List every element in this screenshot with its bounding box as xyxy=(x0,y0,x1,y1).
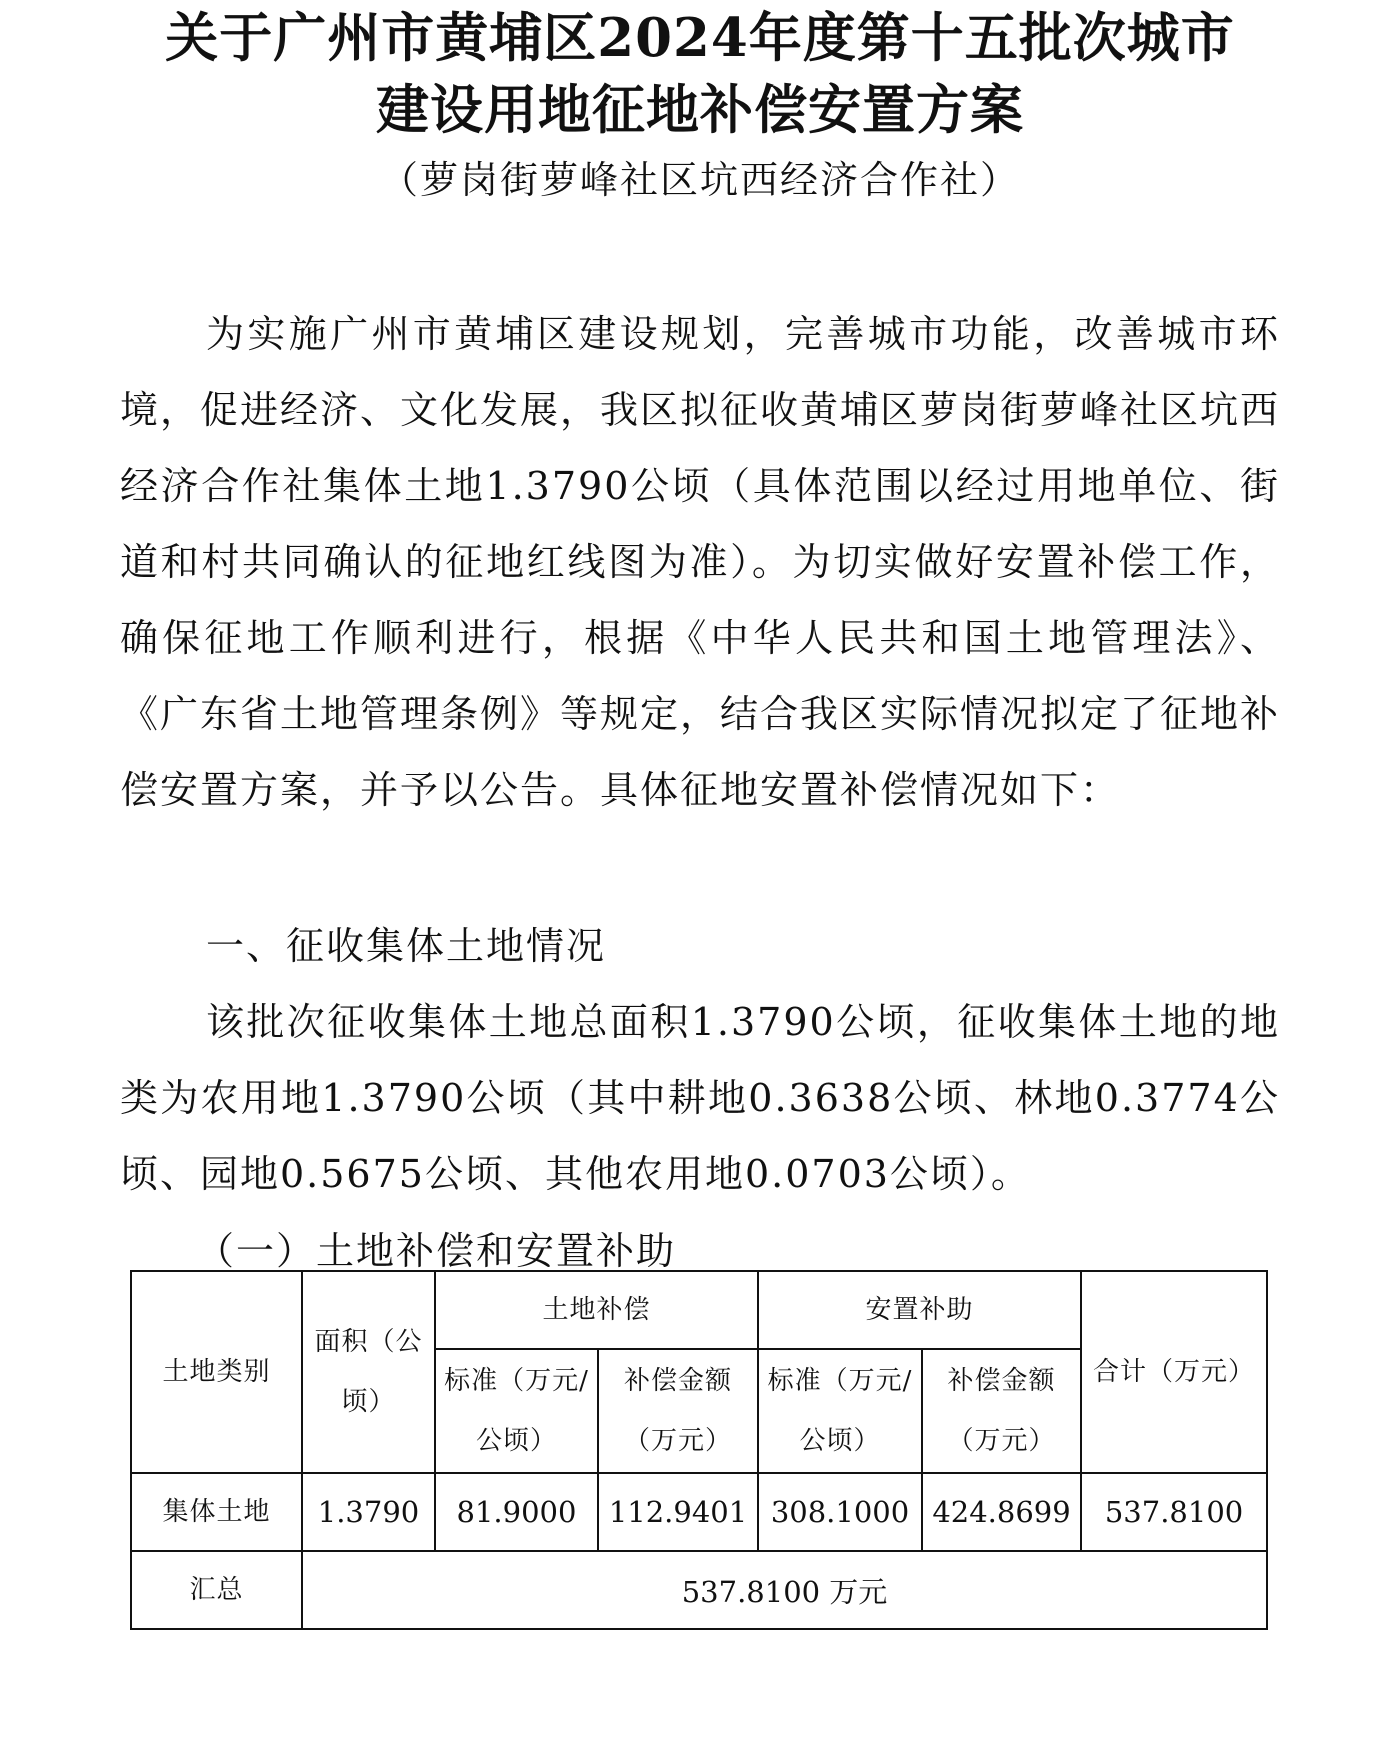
header-resettlement-subsidy: 安置补助 xyxy=(758,1271,1081,1349)
header-land-compensation: 土地补偿 xyxy=(435,1271,758,1349)
header-land-type: 土地类别 xyxy=(131,1271,302,1473)
summary-label: 汇总 xyxy=(131,1551,302,1629)
section-heading-1-1: （一）土地补偿和安置补助 xyxy=(196,1229,677,1273)
header-resettle-amount: 补偿金额（万元） xyxy=(922,1349,1081,1473)
summary-value: 537.8100 万元 xyxy=(302,1551,1267,1629)
header-land-standard: 标准（万元/公顷） xyxy=(435,1349,598,1473)
cell-resettle-amount: 424.8699 xyxy=(922,1473,1081,1551)
header-total: 合计（万元） xyxy=(1081,1271,1267,1473)
header-resettle-standard: 标准（万元/公顷） xyxy=(758,1349,922,1473)
cell-land-type: 集体土地 xyxy=(131,1473,302,1551)
table-summary-row xyxy=(131,1551,1267,1629)
table-header-row xyxy=(131,1271,1267,1349)
cell-resettle-standard: 308.1000 xyxy=(758,1473,922,1551)
document-subtitle: （萝岗街萝峰社区坑西经济合作社） xyxy=(379,158,1020,202)
header-area: 面积（公顷） xyxy=(302,1271,435,1473)
cell-land-standard: 81.9000 xyxy=(435,1473,598,1551)
header-land-amount: 补偿金额（万元） xyxy=(598,1349,758,1473)
section-heading-1: 一、征收集体土地情况 xyxy=(206,924,607,968)
table-row xyxy=(131,1473,1267,1551)
cell-land-amount: 112.9401 xyxy=(598,1473,758,1551)
cell-area: 1.3790 xyxy=(302,1473,435,1551)
document-title-line2: 建设用地征地补偿安置方案 xyxy=(376,79,1024,141)
document-title-line1: 关于广州市黄埔区2024年度第十五批次城市 xyxy=(165,7,1235,69)
compensation-table xyxy=(130,1270,1268,1630)
compensation-table-wrapper xyxy=(130,1270,1266,1630)
paragraph-land-summary: 该批次征收集体土地总面积1.3790公顷，征收集体土地的地类为农用地1.3790公顷（其中耕地0.3638公顷、林地0.3774公顷、园地0.5675公顷、其他农用地0.0703公顷）。 xyxy=(120,1000,1280,1196)
cell-total: 537.8100 xyxy=(1081,1473,1267,1551)
paragraph-intro: 为实施广州市黄埔区建设规划，完善城市功能，改善城市环境，促进经济、文化发展，我区拟征收黄埔区萝岗街萝峰社区坑西经济合作社集体土地1.3790公顷（具体范围以经过用地单位、街道和村共同确认的征地红线图为准）。为切实做好安置补偿工作，确保征地工作顺利进行，根据《中华人民共和国土地管理法》、《广东省土地管理条例》等规定，结合我区实际情况拟定了征地补偿安置方案，并予以公告。具体征地安置补偿情况如下： xyxy=(120,312,1281,812)
